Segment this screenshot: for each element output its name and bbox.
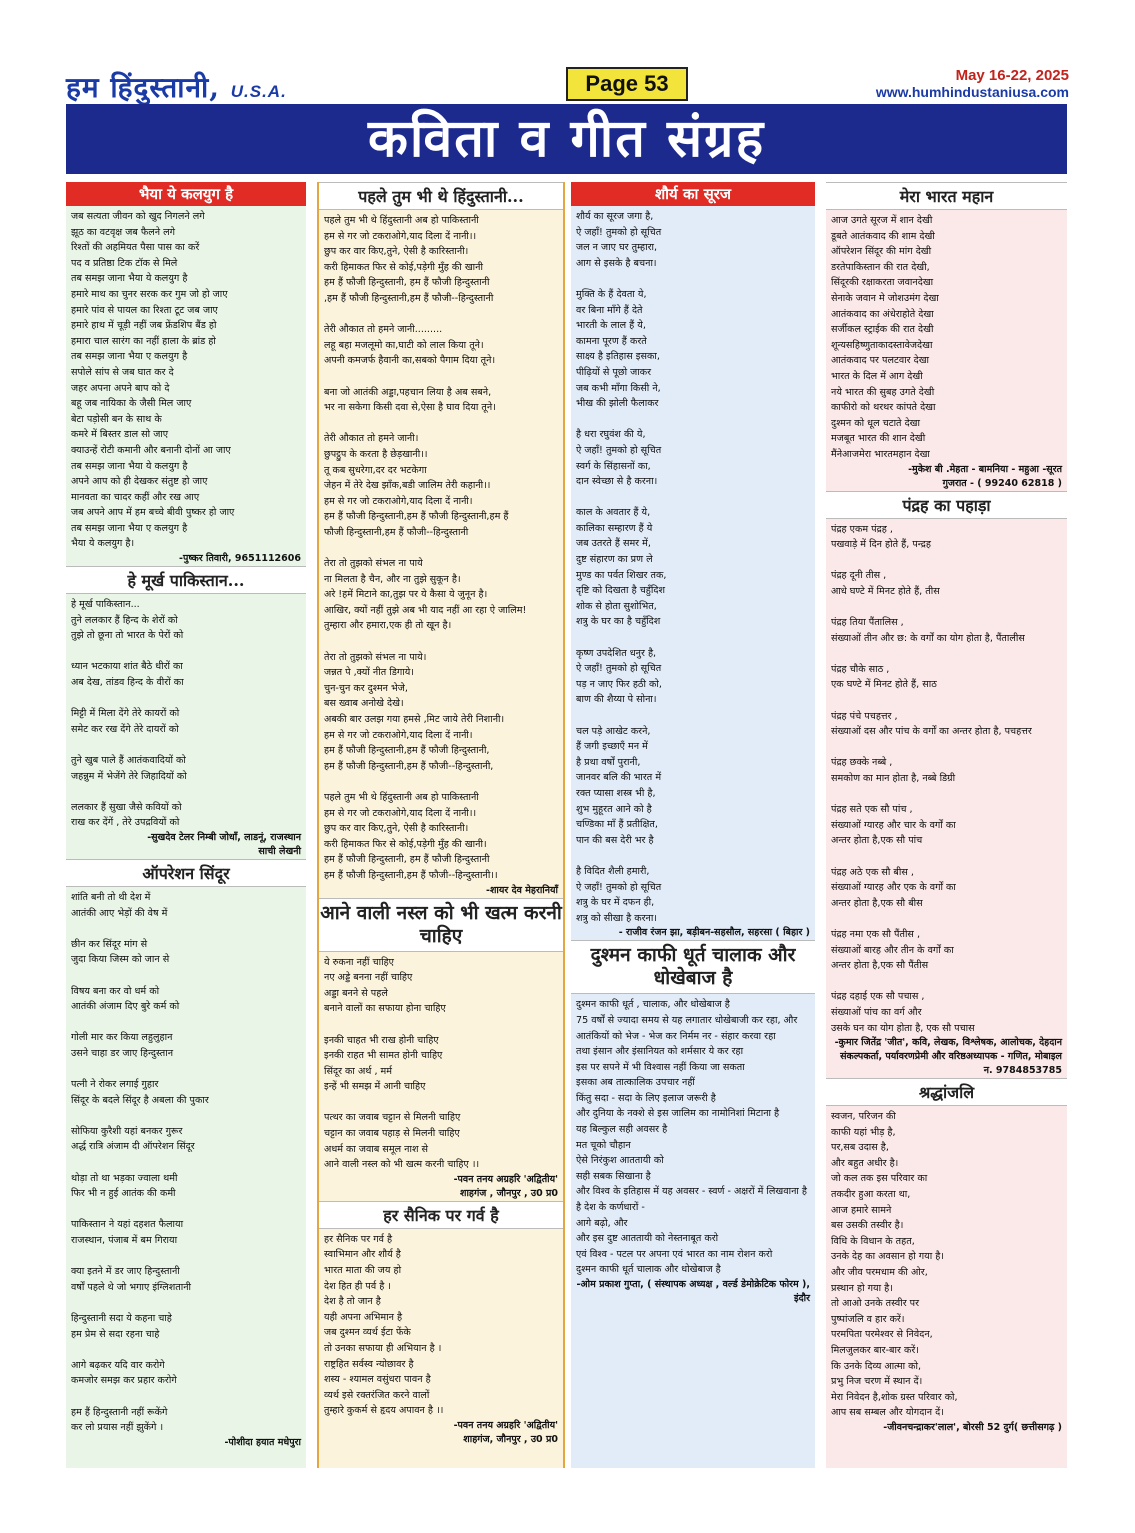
poem-author: -पुष्कर तिवारी, 9651112606 [179, 553, 301, 565]
poem-text: आज उगते सूरज में शान देखी डूबते आतंकवाद की शाम देखी ऑपरेशन सिंदूर की मांग देखी डरतेपाकिस्तान की रात देखी, सिंदूरकी रक्षाकरता जवानदेखा सेनाके जवान मे जोशउमंग देखा आतंकवाद का अंधेराहोते देखा सर्जीकल स्ट्राईक की रात देखी शून्यसहिष्णुताकादस्तावेजदेखा आतंकवाद पर पलटवार देखा भारत के दिल में आग देखी नये भारत की सुबह उगते देखी काफीरो को थरथर कांपते देखा दुश्मन को धूल चटाते देखा मजबूत भारत की शान देखी मैंनेआजमेरा भारतमहान देखा [831, 215, 939, 460]
poem-title: दुश्मन काफी धूर्त चालाक और धोखेबाज है [571, 940, 815, 994]
poem-author: -कुमार जितेंद्र 'जीत', कवि, लेखक, विश्लेषक, आलोचक, देहदान संकल्पकर्ता, पर्यावरणप्रेमी और वरिष्ठअध्यापक - गणित, मोबाइल न. 9784853785 [834, 1037, 1062, 1077]
poem-title: पहले तुम भी थे हिंदुस्तानी... [319, 182, 563, 210]
poem-author: -पोशीदा हयात मधेपुरा [224, 1436, 301, 1448]
masthead [66, 68, 287, 106]
poem-author: -पवन तनय अग्रहरि 'अद्वितीय' शाहगंज , जौनपुर , उ0 प्र0 [453, 1173, 558, 1199]
poem-title: पंद्रह का पहाड़ा [826, 491, 1067, 519]
poem-title: हे मूर्ख पाकिस्तान... [66, 566, 306, 594]
poem-text: हे मूर्ख पाकिस्तान... तुने ललकार हैं हिन्द के शेरों को तुझे तो छूना तो भारत के पेरों को ध्यान भटकाया शांत बैठे धीरों का अब देख, तांडव हिन्द के वीरों का मिट्टी में मिला देंगे तेरे कायरों को समेट कर रख देंगे तेरे दायरों को तुने खुब पाले हैं आतंकवादियों को जहन्नुम में भेजेंगे तेरे जिहादियों को ललकार हैं सुखा जैसे कवियों को राख कर देंगें , तेरे उपद्रवियों को [71, 599, 187, 829]
issue-date: May 16-22, 2025 [955, 67, 1069, 84]
poem-author: -शायर देव मेहरानियाँ [486, 884, 558, 896]
poem-author: -ओम प्रकाश गुप्ता, ( संस्थापक अध्यक्ष , वर्ल्ड डेमोक्रेटिक फोरम ), इंदौर [576, 1279, 810, 1304]
poem-text: शांति बनी तो थी देश में आतंकी आए भेड़ों की वेष में छीन कर सिंदूर मांग से जुदा किया जिस्म को जान से विषय बना कर वो धर्म को आतंकी अंजाम दिए बुरे कर्म को गोली मार कर किया लहुलुहान उसने चाहा डर जाए हिन्दुस्तान पत्नी ने रोकर लगाई गुहार सिंदूर के बदले सिंदूर है अबला की पुकार सोफिया कुरैशी यहां बनकर गुरूर अर्द्ध रात्रि अंजाम दी ऑपरेशन सिंदूर थोड़ा तो था भड़का ज्वाला थमी फिर भी न हुई आतंक की कमी पाकिस्तान ने यहां दहशत फैलाया राजस्थान, पंजाब में बम गिराया क्या इतने में डर जाए हिन्दुस्तानी वर्षों पहले थे जो भगाए इंग्लिशतानी हिन्दुस्तानी सदा ये कहना चाहे हम प्रेम से सदा रहना चाहे आगे बढ़कर यदि वार करोगे कमजोर समझ कर प्रहार करोगे हम हैं हिन्दुस्तानी नहीं रूकेंगे कर लो प्रयास नहीं झुकेंगे । [71, 891, 209, 1434]
column-3 [571, 182, 815, 1468]
poem-title: हर सैनिक पर गर्व है [319, 1201, 563, 1229]
masthead-title: हम हिंदुस्तानी, [66, 71, 220, 104]
poem-text: पंद्रह एकम पंद्रह , पखवाड़े में दिन होते हैं, पन्द्रह पंद्रह दूनी तीस , आधे घण्टे में मिनट होते हैं, तीस पंद्रह तिया पैंतालिस , संख्याओं तीन और छ: के वर्गों का योग होता है, पैंतालीस पंद्रह चौके साठ , एक घण्टे में मिनट होते हैं, साठ पंद्रह पंचे पचहत्तर , संख्याओं दस और पांच के वर्गों का अन्तर होता है, पचहत्तर पंद्रह छक्के नब्बे , समकोण का मान होता है, नब्बे डिग्री पंद्रह सते एक सौ पांच , संख्याओं ग्यारह और चार के वर्गों का अन्तर होता है,एक सौ पांच पंद्रह अठे एक सौ बीस , संख्याओं ग्यारह और एक के वर्गों का अन्तर होता है,एक सौ बीस पंद्रह नमा एक सौ पैंतीस , संख्याओं बारह और तीन के वर्गों का अन्तर होता है,एक सौ पैंतीस पंद्रह दहाई एक सौ पचास , संख्याओं पांच का वर्ग और उसके घन का योग होता है, एक सौ पचास [831, 523, 1032, 1034]
poem-text: ये रुकना नहीं चाहिए नए अड्डे बनना नहीं चाहिए अड्डा बनने से पहले बनाने वालों का सफाया होना चाहिए इनकी चाहत भी राख होनी चाहिए इनकी राहत भी सामत होनी चाहिए सिंदूर का अर्थ , मर्म इन्हें भी समझ में आनी चाहिए पत्थर का जवाब चट्टान से मिलनी चाहिए चट्टान का जवाब पहाड़ से मिलनी चाहिए अधर्म का जवाब समूल नाश से आने वाली नस्ल को भी खत्म करनी चाहिए ।। [324, 956, 480, 1171]
section-banner: कविता व गीत संग्रह [66, 104, 1067, 174]
poem-author: -मुकेश बी .मेहता - बामनिया - महुआ -सूरत गुजरात - ( 99240 62818 ) [908, 463, 1062, 489]
poem-title: भैया ये कलयुग है [66, 182, 306, 206]
column-1 [66, 182, 306, 1468]
poem-title: आने वाली नस्ल को भी खत्म करनी चाहिए [319, 898, 563, 952]
poem-title: ऑपरेशन सिंदूर [66, 859, 306, 887]
page-number: Page 53 [566, 67, 688, 101]
poem-text: हर सैनिक पर गर्व है स्वाभिमान और शौर्य है भारत माता की जय हो देश हित ही पर्व है । देश है तो जान है यही अपना अभिमान है जब दुश्मन व्यर्थ ईटा फेंके तो उनका सफाया ही अभियान है । राष्ट्रहित सर्वस्व न्योछावर है शस्य - श्यामल वसुंधरा पावन है व्यर्थ इसे रक्तरंजित करने वालों तुम्हारे कुकर्म से हृदय अपावन है ।। [324, 1233, 444, 1417]
poem-author: - राजीव रंजन झा, बड़ीबन-सहसौल, सहरसा ( बिहार ) [618, 927, 810, 939]
website-link[interactable]: www.humhindustaniusa.com [875, 84, 1069, 100]
column-2 [317, 182, 565, 1468]
poem-text: स्वजन, परिजन की काफी यहां भीड़ है, पर,सब उदास है, और बहुत अधीर है। जो कल तक इस परिवार का तकदीर हुआ करता था, आज हमारे सामने बस उसकी तस्वीर है। विधि के विधान के तहत, उनके देह का अवसान हो गया है। और जीव परमधाम की ओर, प्रस्थान हो गया है। तो आओ उनके तस्वीर पर पुष्पांजलि व हार करें। परमपिता परमेश्वर से निवेदन, मिलजुलकर बार-बार करें। कि उनके दिव्य आत्मा को, प्रभु निज चरण में स्थान दें। मेरा निवेदन है,शोक ग्रस्त परिवार को, आप सब सम्बल और योगदान दें। [831, 1111, 958, 1419]
poem-title: शौर्य का सूरज [571, 182, 815, 206]
poem-title: श्रद्धांजलि [826, 1078, 1067, 1106]
poem-text: दुश्मन काफी धूर्त , चालाक, और धोखेबाज है 75 वर्षों से ज्यादा समय से यह लगातार धोखेबाजी कर रहा, और आतंकियों को भेज - भेज कर निर्मम नर - संहार करवा रहा तथा इंसान और इंसानियत को शर्मसार ये कर रहा इस पर सपने में भी विश्वास नहीं किया जा सकता इसका अब तात्कालिक उपचार नहीं किंतु सदा - सदा के लिए इलाज जरूरी है और दुनिया के नक्शे से इस जालिम का नामोनिशां मिटाना है यह बिल्कुल सही अवसर है मत चूको चौहान ऐसे निरंकुश आततायी को सही सबक सिखाना है और विश्व के इतिहास में यह अवसर - स्वर्ण - अक्षरों में लिखवाना है है देश के कर्णधारों - आगे बढ़ो, और और इस दुष्ट आततायी को नेस्तनाबूत करो एवं विश्व - पटल पर अपना एवं भारत का नाम रोशन करो दुश्मन काफी धूर्त चालाक और धोखेबाज है [576, 999, 808, 1276]
poem-title: मेरा भारत महान [826, 182, 1067, 210]
poem-author: -सुखदेव टेलर निम्बी जोधाँ, लाडनूं, राजस्थान साची लेखनी [147, 831, 301, 857]
poem-author: -पवन तनय अग्रहरि 'अद्वितीय' शाहगंज, जौनपुर , उ0 प्र0 [453, 1419, 558, 1445]
poem-text: शौर्य का सूरज जगा है, ऐ जहाँ! तुमको हो सूचित जल न जाए घर तुम्हारा, आग से इसके है बचना। मुक्ति के हैं देवता ये, वर बिना माँगे हैं देते भारती के लाल हैं ये, कामना पूरण हैं करते साक्ष्य है इतिहास इसका, पीढ़ियों से पूछो जाकर जब कभी माँगा किसी ने, भीख की झोली फैलाकर है धरा रघुवंश की ये, ऐ जहाँ! तुमको हो सूचित स्वर्ग के सिंहासनों का, दान स्वेच्छा से है करना। काल के अवतार हैं ये, कालिका सम्हारण हैं ये जब उतरते हैं समर में, दुष्ट संहारण का प्रण ले मुण्ड का पर्वत शिखर तक, दृष्टि को दिखता है चहुँदिश शोक से होता सुशोभित, शत्रु के घर का है चहुँदिश कृष्ण उपदेशित धनुर है, ऐ जहाँ! तुमको हो सूचित पड़ न जाए फिर हठी को, बाण की शैय्या पे सोना। चल पड़े आखेट करने, हैं जगी इच्छाएँ मन में है प्रथा वर्षों पुरानी, जानवर बलि की भारत में रक्त प्यासा शस्त्र भी है, शुभ मुहूरत आने को है चण्डिका माँ हैं प्रतीक्षित, पान की बस देरी भर है है विदित शैली हमारी, ऐ जहाँ! तुमको हो सूचित शत्रु के घर में दफन ही, शत्रु को सीखा है करना। [576, 211, 667, 924]
poem-text: जब सत्यता जीवन को खुद निगलने लगे झूठ का वटवृक्ष जब फैलने लगे रिश्तों की अहमियत पैसा पास का करें पद व प्रतिष्ठा टिक टॉक से मिले तब समझ जाना भैया ये कलयुग है हमारे माथ का चुनर सरक कर गुम जो हो जाए हमारे पांव से पायल का रिश्ता टूट जब जाए हमारे हाथ में चूड़ी नहीं जब फ्रेंडशिप बैंड हो हमारा चाल सारंग का नहीं हाला के ब्रांड हो तब समझ जाना भैया ए कलयुग है सपोले सांप से जब घात कर दे जहर अपना अपने बाप को दे बहू जब नायिका के जैसी मिल जाए बेटा पड़ोसी बन के साथ के कमरे में बिस्तर डाल सो जाए क्याउन्हें रोटी कमानी और बनानी दोनों आ जाए तब समझ जाना भैया ये कलयुग है अपने आप को ही देखकर संतुष्ट हो जाए मानवता का चादर कहीं और रख आए जब अपने आप में हम बच्चे बीवी पुष्कर हो जाए तब समझ जाना भैया ए कलयुग है भैया ये कलयुग है। [71, 211, 235, 550]
poem-author: -जीवनचन्द्राकर'लाल', बोरसी 52 दुर्ग( छत्तीसगढ़ ) [883, 1421, 1062, 1433]
column-4 [826, 182, 1067, 1468]
poem-text: पहले तुम भी थे हिंदुस्तानी अब हो पाकिस्तानी हम से गर जो टकराओगे,याद दिला दें नानी।। छुप कर वार किए,तुने, ऐसी है कारिस्तानी। करी हिमाकत फिर से कोई,पड़ेगी मुँह की खानी हम हैं फौजी हिन्दुस्तानी, हम हैं फौजी हिन्दुस्तानी ,हम हैं फौजी हिन्दुस्तानी,हम हैं फौजी--हिन्दुस्तानी तेरी औकात तो हमने जानी......... लहू बहा मजलूमो का,घाटी को लाल किया तूने। अपनी कमजर्फ हैवानी का,सबको पैगाम दिया तूने। बना जो आतंकी अड्डा,पहचान लिया है अब सबने, भर ना सकेगा किसी दवा से,ऐसा है घाव दिया तूने। तेरी औकात तो हमने जानी। छुपट्ठुप के करता है छेड़खानी।। तू कब सुधरेगा,दर दर भटकेगा जेहन में तेरे देख झाँक,बडी जालिम तेरी कहानी।। हम से गर जो टकराओगे,याद दिला दें नानी। हम हैं फौजी हिन्दुस्तानी,हम हैं फौजी हिन्दुस्तानी,हम हैं फौजी हिन्दुस्तानी,हम हैं फौजी--हिन्दुस्तानी तेरा तो तुझको संभल ना पाये ना मिलता है चैन, और ना तुझे सुकून है। अरे !हमें मिटाने का,तुझ पर ये कैसा ये जुनून है। आखिर, क्यों नहीं तुझे अब भी याद नहीं आ रहा ऐ जालिम! तुम्हारा और हमारा,एक ही तो खून है। तेरा तो तुझको संभल ना पाये। जन्नत पे ,क्यों नीत डिगाये। चुन-चुन कर दुश्मन भेजे, बस ख्वाब अनोखे देखे। अबकी बार उलझ गया हमसे ,मिट जाये तेरी निशानी। हम से गर जो टकराओगे,याद दिला दें नानी। हम हैं फौजी हिन्दुस्तानी,हम हैं फौजी हिन्दुस्तानी, हम हैं फौजी हिन्दुस्तानी,हम हैं फौजी--हिन्दुस्तानी, पहले तुम भी थे हिंदुस्तानी अब हो पाकिस्तानी हम से गर जो टकराओगे,याद दिला दें नानी।। छुप कर वार किए,तुने, ऐसी है कारिस्तानी। करी हिमाकत फिर से कोई,पड़ेगी मुँह की खानी। हम हैं फौजी हिन्दुस्तानी, हम हैं फौजी हिन्दुस्तानी हम हैं फौजी हिन्दुस्तानी,हम हैं फौजी--हिन्दुस्तानी।। [324, 215, 527, 881]
masthead-suffix: U.S.A. [230, 82, 287, 101]
